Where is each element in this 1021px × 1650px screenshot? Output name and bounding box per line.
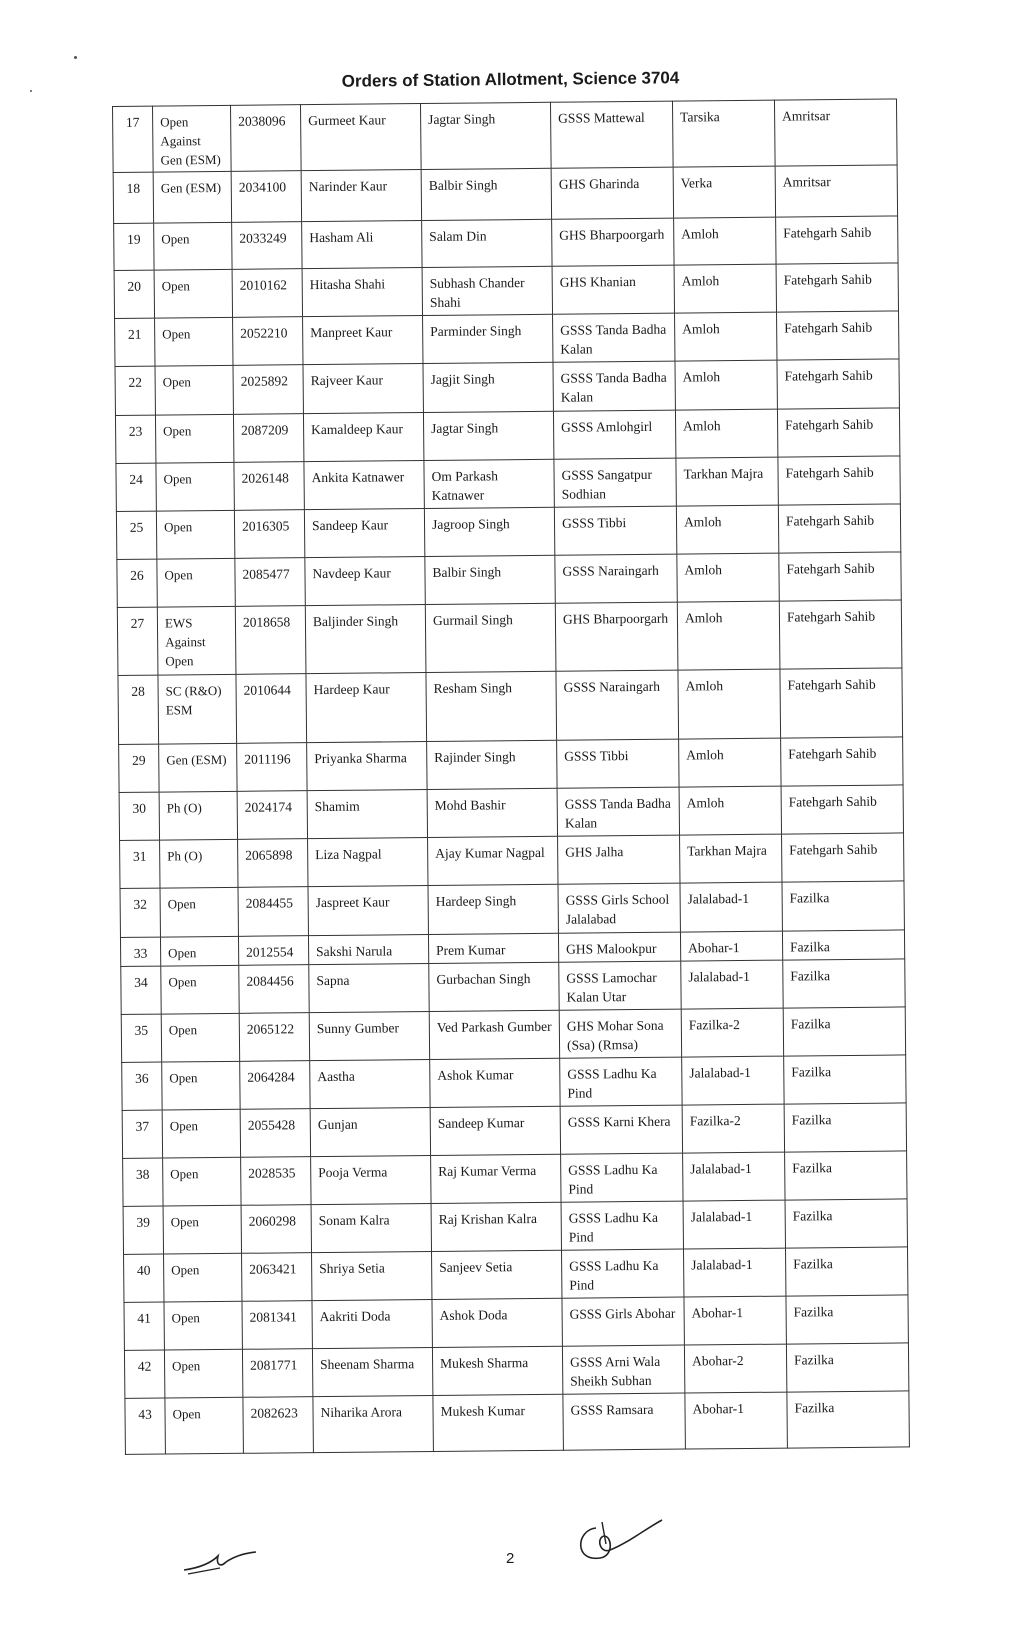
cell-category: Open — [165, 1397, 244, 1454]
cell-candidate-name: Jaspreet Kaur — [308, 886, 428, 936]
cell-district: Fazilka — [782, 930, 904, 960]
cell-category: Open — [155, 365, 233, 415]
cell-father-name: Rajinder Singh — [427, 740, 557, 789]
cell-block: Jalalabad-1 — [683, 1200, 785, 1249]
cell-roll-no: 2063421 — [242, 1253, 312, 1302]
cell-father-name: Parminder Singh — [423, 314, 553, 363]
cell-candidate-name: Narinder Kaur — [301, 170, 421, 222]
cell-school: GSSS Ladhu Ka Pind — [562, 1249, 684, 1298]
table-row — [124, 1247, 908, 1303]
cell-district: Fazilka — [784, 1103, 906, 1152]
cell-candidate-name: Baljinder Singh — [305, 605, 426, 674]
cell-school: GHS Bharpoorgarh — [552, 218, 674, 266]
cell-block: Fazilka-2 — [682, 1104, 784, 1153]
cell-roll-no: 2065122 — [239, 1013, 309, 1062]
cell-father-name: Ashok Kumar — [430, 1058, 560, 1107]
cell-roll-no: 2085477 — [235, 558, 305, 607]
cell-roll-no: 2033249 — [232, 222, 302, 270]
cell-block: Abohar-2 — [684, 1344, 786, 1393]
cell-category: Open — [163, 1157, 241, 1206]
cell-category: Open — [155, 414, 233, 463]
cell-roll-no: 2081771 — [242, 1349, 312, 1398]
cell-district: Fazilka — [785, 1151, 907, 1200]
cell-district: Fazilka — [786, 1343, 908, 1392]
cell-candidate-name: Sheenam Sharma — [312, 1347, 432, 1396]
cell-district: Fatehgarh Sahib — [777, 359, 899, 409]
cell-sno: 19 — [114, 223, 154, 270]
cell-category: Open Against Gen (ESM) — [153, 105, 232, 172]
cell-candidate-name: Kamaldeep Kaur — [303, 413, 423, 462]
cell-block: Amloh — [678, 669, 781, 739]
cell-district: Fatehgarh Sahib — [780, 668, 903, 738]
cell-candidate-name: Sapna — [309, 963, 429, 1012]
cell-father-name: Mukesh Sharma — [432, 1346, 562, 1395]
cell-father-name: Gurmail Singh — [425, 603, 556, 672]
cell-candidate-name: Aakriti Doda — [312, 1299, 432, 1348]
signature-left — [180, 1538, 260, 1578]
cell-school: GSSS Girls School Jalalabad — [558, 883, 680, 933]
cell-school: GSSS Amlohgirl — [553, 410, 675, 459]
cell-block: Jalalabad-1 — [682, 1056, 784, 1105]
cell-category: Open — [154, 222, 232, 270]
cell-block: Amloh — [675, 360, 777, 410]
cell-roll-no: 2034100 — [231, 171, 301, 223]
cell-block: Jalalabad-1 — [680, 882, 782, 932]
cell-block: Verka — [673, 166, 775, 218]
signature-right — [566, 1510, 666, 1570]
table-row — [115, 408, 899, 464]
cell-school: GSSS Tanda Badha Kalan — [553, 361, 675, 411]
cell-block: Amloh — [675, 409, 777, 458]
cell-district: Fatehgarh Sahib — [779, 600, 902, 669]
cell-block: Abohar-1 — [685, 1392, 788, 1449]
cell-roll-no: 2055428 — [240, 1109, 310, 1158]
cell-district: Amritsar — [775, 165, 897, 217]
cell-school: GSSS Arni Wala Sheikh Subhan — [562, 1345, 684, 1394]
cell-category: SC (R&O) ESM — [158, 674, 237, 744]
cell-father-name: Hardeep Singh — [428, 884, 558, 934]
cell-district: Fazilka — [787, 1391, 910, 1448]
cell-sno: 42 — [124, 1350, 164, 1398]
cell-sno: 24 — [116, 463, 156, 511]
cell-father-name: Jagjit Singh — [423, 362, 553, 412]
cell-roll-no: 2065898 — [238, 839, 308, 888]
cell-father-name: Ajay Kumar Nagpal — [428, 836, 558, 885]
cell-district: Fatehgarh Sahib — [778, 504, 900, 553]
cell-school: GSSS Karni Khera — [560, 1105, 682, 1154]
page-title: Orders of Station Allotment, Science 3704 — [341, 68, 680, 91]
table-row — [120, 881, 904, 938]
cell-sno: 41 — [124, 1302, 164, 1350]
cell-sno: 43 — [125, 1398, 166, 1454]
cell-block: Amloh — [674, 217, 776, 265]
cell-district: Fazilka — [784, 1055, 906, 1104]
cell-block: Jalalabad-1 — [683, 1248, 785, 1297]
cell-roll-no: 2010644 — [236, 674, 307, 744]
cell-sno: 32 — [120, 888, 160, 937]
cell-district: Fazilka — [782, 881, 904, 931]
cell-father-name: Raj Krishan Kalra — [431, 1202, 561, 1251]
table-row — [114, 216, 898, 271]
table-row — [116, 504, 900, 560]
cell-school: GHS Bharpoorgarh — [555, 602, 678, 671]
cell-sno: 18 — [113, 172, 153, 223]
cell-father-name: Balbir Singh — [425, 555, 555, 604]
cell-category: Open — [161, 965, 239, 1014]
cell-school: GSSS Naraingarh — [556, 670, 679, 740]
cell-school: GHS Malookpur — [558, 932, 680, 962]
cell-category: Open — [162, 1109, 240, 1158]
cell-block: Fazilka-2 — [681, 1008, 783, 1057]
cell-roll-no: 2024174 — [237, 791, 307, 840]
cell-block: Amloh — [679, 738, 781, 787]
cell-category: Open — [164, 1253, 242, 1302]
cell-father-name: Gurbachan Singh — [429, 962, 559, 1011]
cell-school: GSSS Tanda Badha Kalan — [553, 313, 675, 362]
cell-father-name: Jagtar Singh — [423, 411, 553, 460]
cell-category: Open — [154, 269, 232, 318]
cell-category: Open — [156, 462, 234, 511]
cell-sno: 40 — [124, 1254, 164, 1302]
cell-block: Tarkhan Majra — [680, 834, 782, 883]
cell-candidate-name: Shriya Setia — [312, 1251, 432, 1300]
table-row — [123, 1151, 907, 1207]
table-row — [119, 785, 903, 841]
cell-candidate-name: Liza Nagpal — [308, 838, 428, 887]
cell-school: GSSS Ramsara — [563, 1393, 686, 1450]
allotment-table-body — [113, 99, 910, 1454]
cell-sno: 31 — [120, 840, 160, 888]
table-row — [116, 456, 900, 512]
cell-father-name: Prem Kumar — [428, 933, 558, 963]
cell-school: GSSS Ladhu Ka Pind — [561, 1201, 683, 1250]
cell-district: Fatehgarh Sahib — [778, 456, 900, 505]
cell-category: Ph (O) — [159, 791, 237, 840]
table-row — [124, 1295, 908, 1351]
cell-father-name: Subhash Chander Shahi — [422, 266, 552, 315]
cell-district: Fatehgarh Sahib — [782, 833, 904, 882]
cell-block: Tarsika — [672, 100, 775, 167]
cell-father-name: Om Parkash Katnawer — [424, 459, 554, 508]
cell-sno: 38 — [123, 1158, 163, 1206]
cell-father-name: Jagroop Singh — [424, 507, 554, 556]
cell-father-name: Salam Din — [422, 219, 552, 267]
cell-school: GSSS Ladhu Ka Pind — [561, 1153, 683, 1202]
cell-sno: 39 — [123, 1206, 163, 1254]
cell-school: GSSS Ladhu Ka Pind — [560, 1057, 682, 1106]
cell-candidate-name: Hitasha Shahi — [302, 268, 422, 317]
cell-school: GSSS Mattewal — [550, 101, 673, 168]
cell-block: Jalalabad-1 — [681, 960, 783, 1009]
cell-sno: 27 — [117, 607, 158, 675]
cell-roll-no: 2064284 — [240, 1061, 310, 1110]
table-row — [124, 1343, 908, 1399]
cell-sno: 23 — [115, 415, 155, 463]
cell-roll-no: 2084455 — [238, 887, 308, 937]
cell-district: Fazilka — [785, 1199, 907, 1248]
cell-candidate-name: Priyanka Sharma — [307, 742, 427, 791]
cell-roll-no: 2011196 — [237, 743, 307, 792]
cell-roll-no: 2016305 — [234, 510, 304, 559]
cell-category: Open — [163, 1205, 241, 1254]
cell-district: Fatehgarh Sahib — [781, 785, 903, 834]
cell-category: Open — [161, 1013, 239, 1062]
cell-sno: 25 — [116, 511, 156, 559]
cell-district: Fatehgarh Sahib — [776, 263, 898, 312]
cell-block: Abohar-1 — [684, 1296, 786, 1345]
cell-father-name: Resham Singh — [426, 671, 557, 741]
cell-candidate-name: Niharika Arora — [313, 1395, 434, 1452]
cell-father-name: Balbir Singh — [421, 168, 551, 220]
table-row — [125, 1391, 910, 1455]
cell-category: Open — [162, 1061, 240, 1110]
cell-father-name: Jagtar Singh — [420, 102, 551, 169]
cell-school: GHS Mohar Sona (Ssa) (Rmsa) — [559, 1009, 681, 1058]
cell-father-name: Mukesh Kumar — [433, 1394, 564, 1451]
cell-sno: 30 — [119, 792, 159, 840]
cell-school: GSSS Girls Abohar — [562, 1297, 684, 1346]
cell-school: GSSS Tanda Badha Kalan — [557, 787, 679, 836]
cell-sno: 28 — [118, 675, 159, 744]
cell-district: Fatehgarh Sahib — [777, 408, 899, 457]
table-row — [120, 833, 904, 889]
table-row — [114, 263, 898, 319]
cell-roll-no: 2081341 — [242, 1301, 312, 1350]
cell-roll-no: 2012554 — [238, 936, 308, 966]
scan-speck — [74, 56, 77, 59]
cell-block: Amloh — [679, 786, 781, 835]
table-row — [119, 737, 903, 793]
cell-category: Gen (ESM) — [159, 743, 237, 792]
cell-sno: 33 — [120, 937, 160, 966]
cell-block: Tarkhan Majra — [676, 457, 778, 506]
cell-sno: 35 — [121, 1014, 161, 1062]
cell-category: Open — [164, 1349, 242, 1398]
cell-sno: 22 — [115, 366, 155, 415]
cell-block: Amloh — [676, 505, 778, 554]
cell-category: Open — [156, 510, 234, 559]
cell-father-name: Raj Kumar Verma — [431, 1154, 561, 1203]
cell-candidate-name: Sandeep Kaur — [304, 509, 424, 558]
cell-roll-no: 2038096 — [230, 105, 301, 172]
cell-father-name: Sanjeev Setia — [432, 1250, 562, 1299]
table-row — [118, 668, 903, 745]
cell-roll-no: 2025892 — [233, 365, 303, 415]
cell-candidate-name: Gurmeet Kaur — [300, 104, 421, 171]
table-row — [117, 552, 901, 608]
cell-sno: 26 — [117, 559, 157, 607]
cell-school: GHS Jalha — [558, 835, 680, 884]
cell-category: Open — [157, 558, 235, 607]
table-row — [121, 959, 905, 1015]
cell-school: GHS Khanian — [552, 265, 674, 314]
cell-father-name: Mohd Bashir — [427, 788, 557, 837]
cell-sno: 37 — [122, 1110, 162, 1158]
cell-category: Ph (O) — [160, 839, 238, 888]
cell-sno: 34 — [121, 966, 161, 1014]
cell-candidate-name: Sunny Gumber — [309, 1011, 429, 1060]
allotment-table-wrapper — [112, 98, 909, 1454]
cell-father-name: Sandeep Kumar — [430, 1106, 560, 1155]
table-row — [122, 1055, 906, 1111]
cell-sno: 20 — [114, 270, 154, 318]
cell-block: Amloh — [677, 553, 779, 602]
cell-category: Open — [164, 1301, 242, 1350]
cell-roll-no: 2018658 — [235, 606, 306, 675]
cell-candidate-name: Pooja Verma — [311, 1155, 431, 1204]
cell-candidate-name: Manpreet Kaur — [303, 316, 423, 365]
page-number: 2 — [506, 1550, 515, 1567]
cell-sno: 21 — [115, 318, 155, 366]
cell-candidate-name: Ankita Katnawer — [304, 461, 424, 510]
cell-roll-no: 2052210 — [233, 317, 303, 366]
cell-block: Jalalabad-1 — [683, 1152, 785, 1201]
table-row — [115, 359, 899, 416]
table-row — [113, 99, 898, 173]
cell-father-name: Ashok Doda — [432, 1298, 562, 1347]
cell-district: Fatehgarh Sahib — [777, 311, 899, 360]
cell-sno: 36 — [122, 1062, 162, 1110]
cell-category: Open — [155, 317, 233, 366]
allotment-table — [112, 98, 910, 1454]
cell-school: GHS Gharinda — [551, 167, 673, 219]
table-row — [122, 1103, 906, 1159]
cell-candidate-name: Rajveer Kaur — [303, 364, 423, 414]
cell-school: GSSS Naraingarh — [555, 554, 677, 603]
table-row — [113, 165, 897, 224]
cell-candidate-name: Sonam Kalra — [311, 1203, 431, 1252]
cell-district: Fazilka — [785, 1247, 907, 1296]
cell-district: Fazilka — [786, 1295, 908, 1344]
cell-district: Fazilka — [783, 1007, 905, 1056]
cell-district: Fatehgarh Sahib — [781, 737, 903, 786]
cell-sno: 29 — [119, 744, 159, 792]
cell-candidate-name: Hasham Ali — [302, 221, 422, 269]
cell-school: GSSS Lamochar Kalan Utar — [559, 961, 681, 1010]
cell-roll-no: 2060298 — [241, 1205, 311, 1254]
cell-block: Abohar-1 — [680, 931, 782, 961]
cell-candidate-name: Shamim — [307, 790, 427, 839]
table-row — [115, 311, 899, 367]
cell-category: Open — [160, 887, 238, 937]
cell-district: Fatehgarh Sahib — [779, 552, 901, 601]
cell-district: Amritsar — [774, 99, 897, 166]
cell-roll-no: 2082623 — [243, 1397, 314, 1454]
cell-father-name: Ved Parkash Gumber — [429, 1010, 559, 1059]
cell-roll-no: 2026148 — [234, 462, 304, 511]
cell-roll-no: 2010162 — [232, 269, 302, 318]
cell-block: Amloh — [675, 312, 777, 361]
cell-roll-no: 2087209 — [233, 414, 303, 463]
cell-candidate-name: Hardeep Kaur — [306, 673, 427, 743]
cell-block: Amloh — [677, 601, 780, 670]
cell-candidate-name: Sakshi Narula — [308, 935, 428, 965]
cell-block: Amloh — [674, 264, 776, 313]
cell-school: GSSS Tibbi — [554, 506, 676, 555]
table-row — [121, 1007, 905, 1063]
cell-district: Fatehgarh Sahib — [776, 216, 898, 264]
cell-school: GSSS Sangatpur Sodhian — [554, 458, 676, 507]
cell-candidate-name: Gunjan — [310, 1107, 430, 1156]
cell-roll-no: 2084456 — [239, 965, 309, 1014]
cell-candidate-name: Navdeep Kaur — [305, 557, 425, 606]
cell-category: Gen (ESM) — [153, 171, 231, 223]
table-row — [123, 1199, 907, 1255]
cell-district: Fazilka — [783, 959, 905, 1008]
cell-school: GSSS Tibbi — [557, 739, 679, 788]
cell-candidate-name: Aastha — [310, 1059, 430, 1108]
cell-roll-no: 2028535 — [241, 1157, 311, 1206]
cell-category: EWS Against Open — [157, 606, 236, 675]
cell-sno: 17 — [113, 106, 154, 172]
table-row — [117, 600, 902, 676]
cell-category: Open — [160, 936, 238, 966]
